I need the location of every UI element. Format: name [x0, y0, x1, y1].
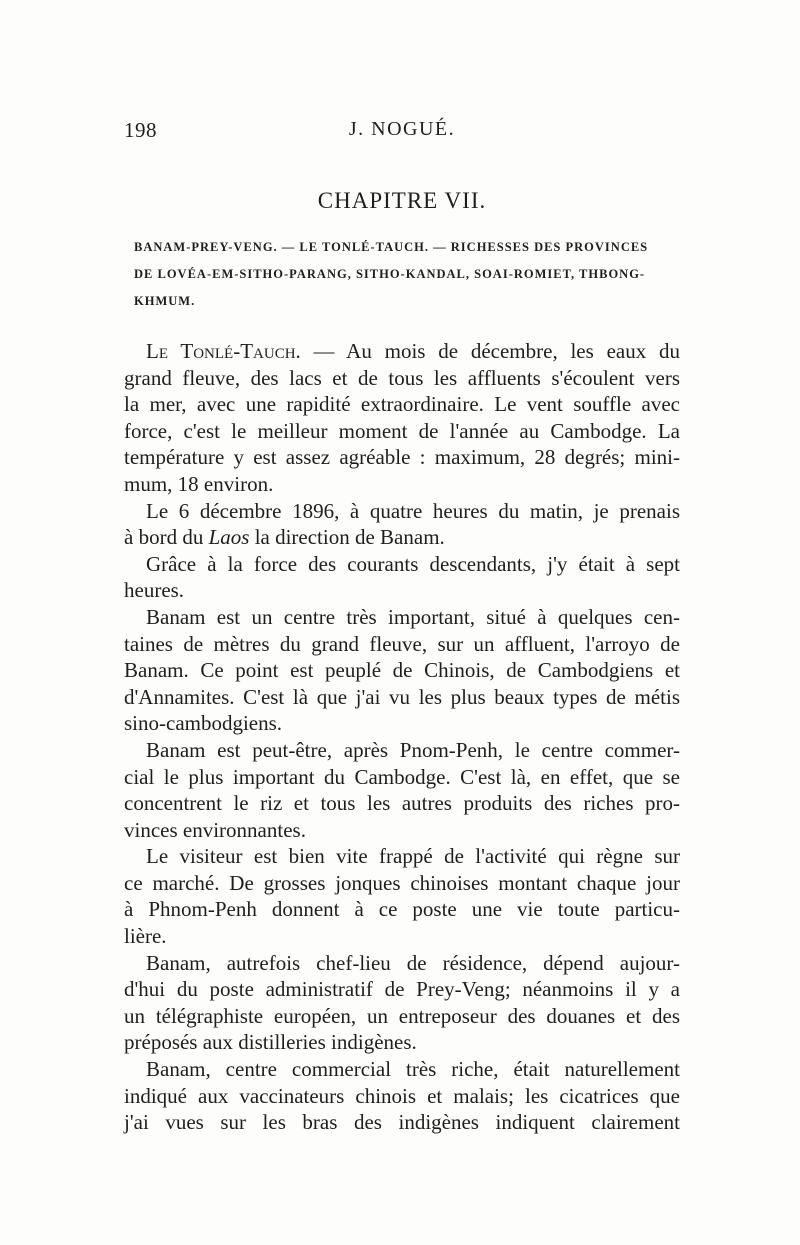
- paragraph-4-line: taines de mètres du grand fleuve, sur un affluent, l'arroyo de: [124, 631, 680, 656]
- text-run: — Au mois de décembre, les eaux du: [300, 339, 680, 363]
- text-run: à bord du: [124, 525, 209, 550]
- paragraph-8-line: Banam, centre commercial très riche, était naturellement: [146, 1057, 680, 1082]
- summary-line: BANAM-PREY-VENG. — LE TONLÉ-TAUCH. — RICHESSES DES PROVINCES: [134, 240, 649, 254]
- paragraph-5-line: cial le plus important du Cambodge. C'est là, en effet, que se: [124, 764, 680, 789]
- paragraph-7-line: Banam, autrefois chef-lieu de résidence, dépend aujour-: [146, 950, 680, 975]
- ship-name: Laos: [208, 525, 250, 550]
- paragraph-2-line: [124, 524, 680, 551]
- paragraph-4-line: Banam. Ce point est peuplé de Chinois, de Cambodgiens et: [124, 658, 680, 683]
- paragraph-8-line: indiqué aux vaccinateurs chinois et malais; les cicatrices que: [124, 1083, 680, 1108]
- paragraph-2-line: Le 6 décembre 1896, à quatre heures du matin, je prenais: [146, 498, 680, 523]
- paragraph-6-line: lière.: [124, 924, 167, 949]
- paragraph-3-line: Grâce à la force des courants descendants, j'y était à sept: [146, 551, 680, 576]
- running-head: [124, 118, 680, 148]
- paragraph-1-line: force, c'est le meilleur moment de l'année au Cambodge. La: [124, 418, 680, 443]
- paragraph-6-line: Le visiteur est bien vite frappé de l'activité qui règne sur: [146, 844, 680, 869]
- paragraph-1-line: grand fleuve, des lacs et de tous les affluents s'écoulent vers: [124, 365, 680, 390]
- section-heading: Le Tonlé-Tauch.: [146, 339, 301, 363]
- paragraph-3-line: heures.: [124, 578, 185, 603]
- paragraph-7-line: préposés aux distilleries indigènes.: [124, 1030, 417, 1055]
- paragraph-5-line: concentrent le riz et tous les autres produits des riches pro-: [124, 791, 680, 816]
- paragraph-6-line: à Phnom-Penh donnent à ce poste une vie toute particu-: [124, 897, 680, 922]
- paragraph-4-line: Banam est un centre très important, situé à quelques cen-: [146, 604, 680, 629]
- text-run: la direction de Banam.: [249, 525, 445, 550]
- paragraph-4-line: d'Annamites. C'est là que j'ai vu les plus beaux types de métis: [124, 684, 680, 709]
- paragraph-5-line: vinces environnantes.: [124, 817, 306, 842]
- paragraph-5-line: Banam est peut-être, après Pnom-Penh, le centre commer-: [146, 737, 680, 762]
- page-number: 198: [124, 118, 157, 142]
- paragraph-7-line: d'hui du poste administratif de Prey-Veng; néanmoins il y a: [124, 977, 680, 1002]
- paragraph-1-line: [124, 338, 680, 365]
- paragraph-1-line: température y est assez agréable : maximum, 28 degrés; mini-: [124, 445, 680, 470]
- body-text: [124, 338, 680, 1136]
- running-title: J. NOGUÉ.: [348, 118, 456, 140]
- paragraph-6-line: ce marché. De grosses jonques chinoises montant chaque jour: [124, 870, 680, 895]
- paragraph-7-line: un télégraphiste européen, un entreposeur des douanes et des: [124, 1003, 680, 1028]
- chapter-summary: [134, 234, 680, 315]
- summary-line: DE LOVÉA-EM-SITHO-PARANG, SITHO-KANDAL, SOAI-ROMIET, THBONG-: [134, 267, 646, 281]
- summary-line: KHMUM.: [134, 294, 196, 308]
- chapter-title: CHAPITRE VII.: [317, 188, 487, 213]
- paragraph-4-line: sino-cambodgiens.: [124, 711, 283, 736]
- paragraph-8-line: j'ai vues sur les bras des indigènes indiquent clairement: [124, 1110, 680, 1135]
- paragraph-1-line: la mer, avec une rapidité extraordinaire. Le vent souffle avec: [124, 392, 680, 417]
- paragraph-1-line: mum, 18 environ.: [124, 471, 274, 496]
